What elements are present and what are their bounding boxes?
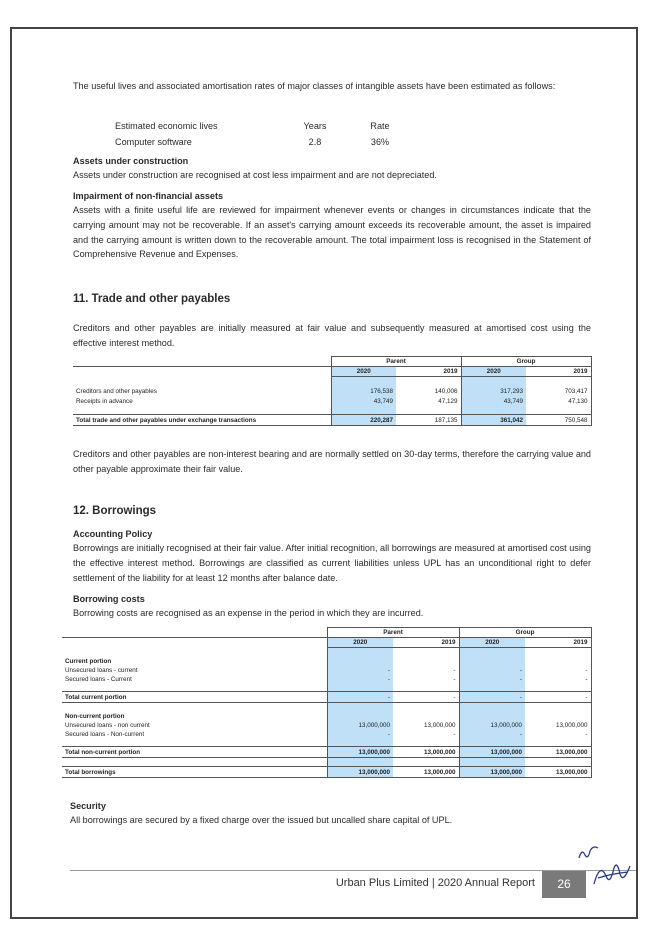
borrowings-row-label: Unsecured loans - non current (65, 721, 150, 729)
total-current-cell: - (327, 692, 393, 703)
borrowings-cell: 13,000,000 (327, 721, 393, 730)
total-borrowings-cell: 13,000,000 (393, 767, 459, 778)
section-11-outro-wrap (73, 447, 591, 477)
payables-year: 2020 (461, 367, 526, 377)
payables-cell: 317,293 (461, 387, 526, 397)
total-noncurrent-cell: 13,000,000 (327, 747, 393, 758)
total-noncurrent-cell: 13,000,000 (393, 747, 459, 758)
borrowings-table (62, 627, 592, 778)
borrowings-cell: - (393, 675, 459, 684)
total-borrowings-label: Total borrowings (62, 767, 327, 778)
borrowings-row (62, 730, 591, 739)
borrowings-year: 2020 (327, 638, 393, 648)
payables-total-cell: 361,042 (461, 415, 526, 426)
total-noncurrent-cell: 13,000,000 (525, 747, 591, 758)
impairment-text: Assets with a finite useful life are reviewed for impairment whenever events or changes in circumstances indicate that the carrying amount may not be recoverable. If an asset's carrying amount exceeds its recoverable amount, the asset is impaired and the carrying amount is written down to the recoverable amount. The total impairment loss is recognised in the Statement of Comprehensive Revenue and Expenses. (73, 205, 591, 260)
security-heading: Security (70, 801, 106, 811)
useful-lives-row (115, 134, 405, 150)
total-current-cell: - (525, 692, 591, 703)
borrowings-cell: - (393, 666, 459, 675)
section-11-outro: Creditors and other payables are non-interest bearing and are normally settled on 30-day terms, therefore the carrying value and other payable approximate their fair value. (73, 449, 591, 474)
payables-year: 2019 (396, 367, 461, 377)
total-noncurrent-label: Total non-current portion (62, 747, 327, 758)
payables-table (73, 356, 592, 426)
borrowing-costs-heading: Borrowing costs (73, 594, 145, 604)
borrowings-row (62, 666, 591, 675)
current-portion-heading: Current portion (65, 657, 112, 665)
useful-lives-header (115, 118, 405, 134)
borrowings-cell: - (459, 675, 525, 684)
borrowing-costs-text: Borrowing costs are recognised as an expense in the period in which they are incurred. (73, 608, 424, 618)
borrowings-row-label: Secured loans - Current (65, 675, 132, 683)
borrowings-cell: - (327, 675, 393, 684)
borrowings-cell: - (393, 730, 459, 739)
borrowings-cell: - (327, 730, 393, 739)
total-current-cell: - (459, 692, 525, 703)
borrowings-row-label: Secured loans - Non-current (65, 730, 145, 738)
payables-cell: 703,417 (526, 387, 591, 397)
page-number: 26 (542, 871, 586, 898)
assets-under-construction-heading: Assets under construction (73, 156, 189, 166)
total-borrowings-cell: 13,000,000 (459, 767, 525, 778)
payables-cell: 43,749 (461, 397, 526, 407)
intangibles-intro (73, 79, 591, 94)
section-11-title: 11. Trade and other payables (73, 293, 231, 305)
intangibles-intro-text: The useful lives and associated amortisation rates of major classes of intangible assets have been estimated as follows: (73, 81, 556, 91)
payables-cell: 140,006 (396, 387, 461, 397)
payables-total-label: Total trade and other payables under exchange transactions (73, 415, 331, 426)
useful-lives-col-lives: Estimated economic lives (115, 121, 218, 131)
payables-total-row (73, 415, 591, 426)
total-borrowings-row (62, 767, 591, 778)
payables-cell: 43,749 (331, 397, 396, 407)
borrowing-costs (73, 593, 591, 621)
payables-group-header: Group (461, 357, 591, 367)
payables-total-cell: 187,135 (396, 415, 461, 426)
borrowings-cell: - (327, 666, 393, 675)
total-noncurrent-cell: 13,000,000 (459, 747, 525, 758)
payables-total-cell: 750,548 (526, 415, 591, 426)
payables-total-cell: 220,287 (331, 415, 396, 426)
borrowings-row (62, 721, 591, 730)
total-borrowings-cell: 13,000,000 (525, 767, 591, 778)
borrowings-cell: - (525, 675, 591, 684)
borrowings-cell: 13,000,000 (393, 721, 459, 730)
payables-parent-header: Parent (331, 357, 461, 367)
security-text: All borrowings are secured by a fixed charge over the issued but uncalled share capital of UPL. (70, 815, 453, 825)
payables-cell: 47,129 (396, 397, 461, 407)
payables-row-label: Creditors and other payables (76, 388, 157, 395)
total-borrowings-cell: 13,000,000 (327, 767, 393, 778)
payables-year: 2019 (526, 367, 591, 377)
accounting-policy (73, 528, 591, 585)
payables-cell: 176,538 (331, 387, 396, 397)
payables-year: 2020 (331, 367, 396, 377)
total-current-label: Total current portion (62, 692, 327, 703)
noncurrent-portion-heading: Non-current portion (65, 712, 125, 720)
footer-report-title: Urban Plus Limited | 2020 Annual Report (335, 877, 535, 889)
borrowings-cell: 13,000,000 (525, 721, 591, 730)
payables-row-label: Receipts in advance (76, 398, 133, 405)
borrowings-cell: - (525, 730, 591, 739)
security-section (70, 800, 588, 828)
useful-lives-col-rate: Rate (370, 121, 390, 131)
total-current-cell: - (393, 692, 459, 703)
borrowings-parent-header: Parent (327, 628, 459, 638)
borrowings-year: 2019 (525, 638, 591, 648)
payables-row (73, 387, 591, 397)
borrowings-cell: 13,000,000 (459, 721, 525, 730)
section-12-title: 12. Borrowings (73, 505, 157, 517)
accounting-policy-heading: Accounting Policy (73, 529, 153, 539)
useful-lives-rate: 36% (370, 137, 390, 147)
borrowings-year: 2019 (393, 638, 459, 648)
section-11-intro-wrap (73, 321, 591, 351)
impairment-heading: Impairment of non-financial assets (73, 191, 224, 201)
borrowings-cell: - (459, 666, 525, 675)
section-11-intro: Creditors and other payables are initially measured at fair value and subsequently measured at amortised cost using the effective interest method. (73, 323, 591, 348)
borrowings-cell: - (525, 666, 591, 675)
assets-under-construction-text: Assets under construction are recognised at cost less impairment and are not depreciated. (73, 170, 437, 180)
assets-under-construction (73, 155, 591, 183)
borrowings-cell: - (459, 730, 525, 739)
borrowings-group-header: Group (459, 628, 591, 638)
useful-lives-years: 2.8 (308, 137, 322, 147)
payables-cell: 47,130 (526, 397, 591, 407)
useful-lives-col-years: Years (303, 121, 327, 131)
total-current-row (62, 692, 591, 703)
total-noncurrent-row (62, 747, 591, 758)
signature-icon (590, 858, 634, 892)
accounting-policy-text: Borrowings are initially recognised at their fair value. After initial recognition, all borrowings are measured at amortised cost using the effective interest method. Borrowings are classified as current liabilities unless UPL has an unconditional right to defer settlement of the liability for at least 12 months after balance date. (73, 543, 591, 583)
useful-lives-table (115, 118, 405, 150)
impairment-section (73, 190, 591, 262)
borrowings-row (62, 675, 591, 684)
section-11-title-wrap (73, 292, 591, 307)
borrowings-row-label: Unsecured loans - current (65, 666, 138, 674)
borrowings-year: 2020 (459, 638, 525, 648)
useful-lives-asset: Computer software (115, 137, 192, 147)
payables-row (73, 397, 591, 407)
section-12-title-wrap (73, 504, 591, 519)
